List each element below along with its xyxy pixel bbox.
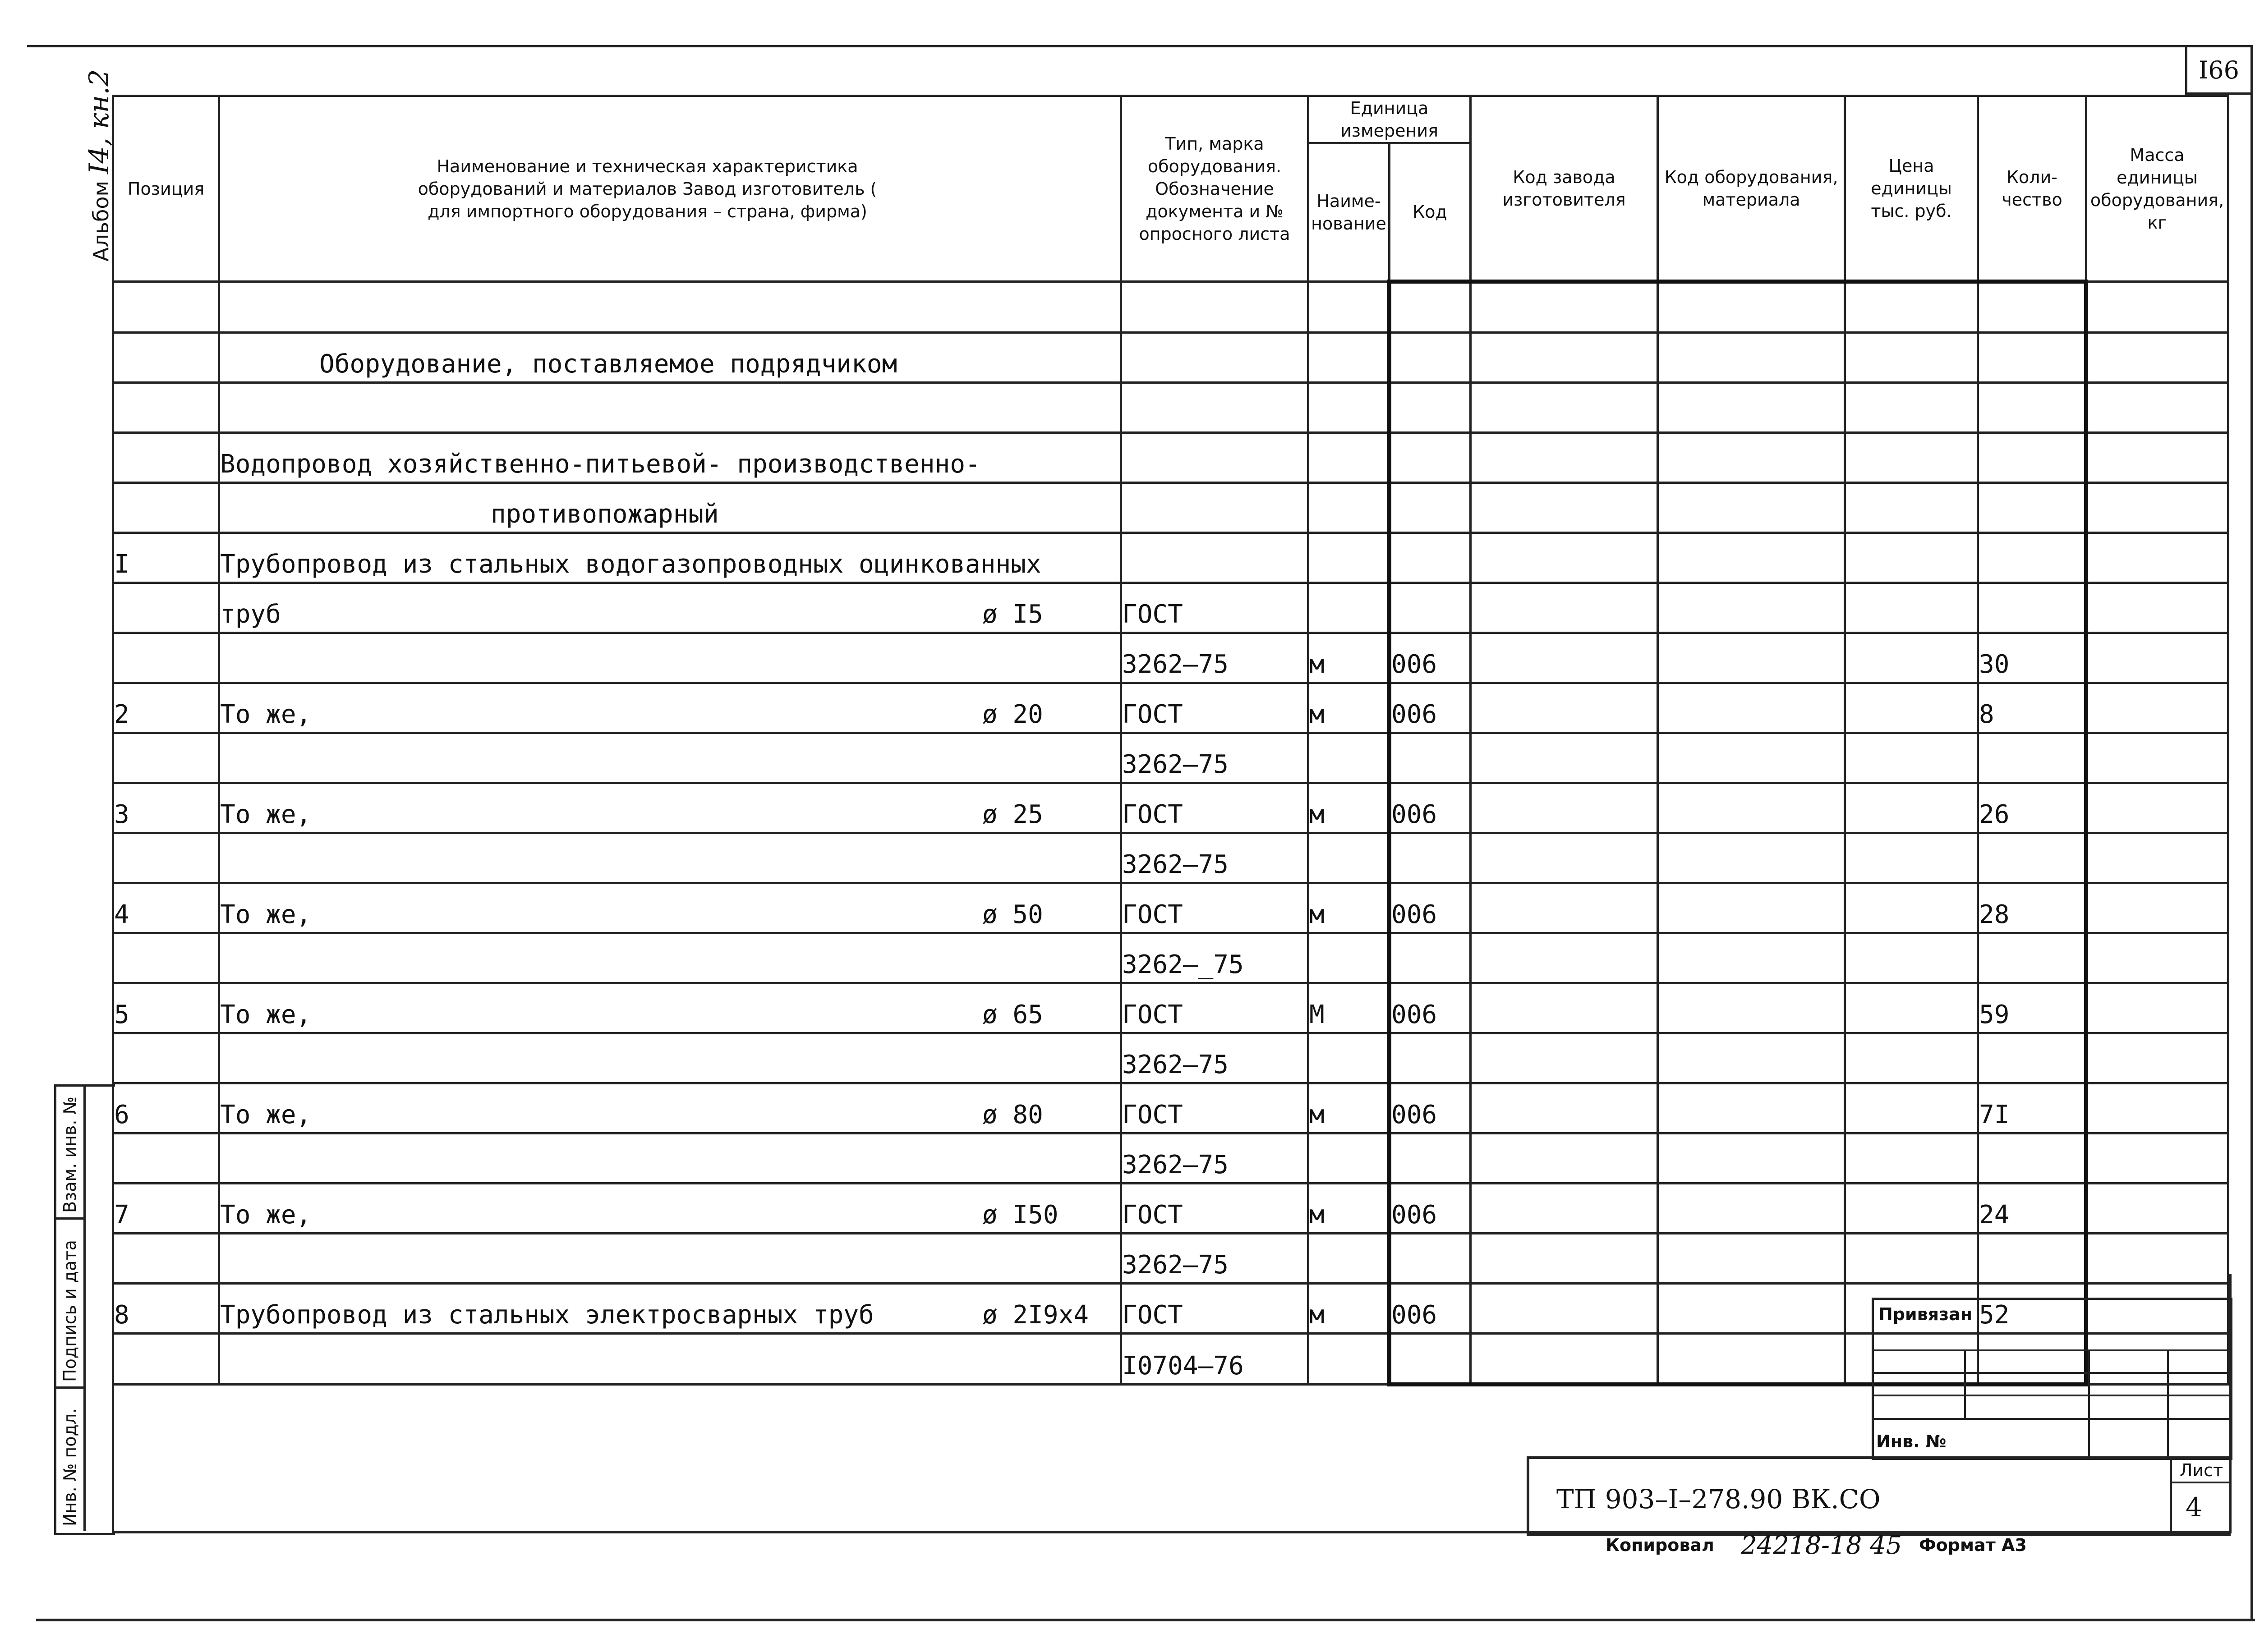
header-price: Цена единицы тыс. руб. xyxy=(1845,96,1978,282)
row-quantity xyxy=(1978,433,2086,483)
row-name xyxy=(219,282,1121,333)
row-mass xyxy=(2086,583,2228,633)
row-type: 3262–75 xyxy=(1121,633,1308,683)
row-factory-code xyxy=(1471,1184,1658,1234)
row-diameter: ø I5 xyxy=(982,600,1043,629)
row-equipment-code xyxy=(1658,1083,1845,1133)
row-factory-code xyxy=(1471,1033,1658,1083)
row-quantity: 59 xyxy=(1978,983,2086,1033)
header-factory-code: Код завода изготовителя xyxy=(1471,96,1658,282)
row-unit-code xyxy=(1390,533,1471,583)
row-mass xyxy=(2086,383,2228,433)
row-name xyxy=(219,783,1121,833)
row-unit xyxy=(1308,1133,1390,1184)
row-position: 8 xyxy=(113,1284,219,1334)
row-equipment-code xyxy=(1658,1033,1845,1083)
row-diameter: ø 50 xyxy=(982,900,1043,929)
inv-caption: Инв. № xyxy=(1876,1432,1947,1451)
row-factory-code xyxy=(1471,282,1658,333)
row-unit xyxy=(1308,433,1390,483)
table-row xyxy=(113,282,2228,333)
row-unit xyxy=(1308,1033,1390,1083)
row-mass xyxy=(2086,883,2228,933)
row-type: ГОСТ xyxy=(1121,1083,1308,1133)
row-diameter: ø I50 xyxy=(982,1200,1058,1230)
specification-table xyxy=(112,95,2229,1386)
side-cell-inv-orig xyxy=(56,1389,86,1531)
row-unit-code xyxy=(1390,333,1471,383)
row-diameter: ø 2I9x4 xyxy=(982,1300,1089,1330)
row-quantity xyxy=(1978,282,2086,333)
row-equipment-code xyxy=(1658,733,1845,783)
table-row xyxy=(113,483,2228,533)
row-name xyxy=(219,833,1121,883)
row-factory-code xyxy=(1471,833,1658,883)
row-type: 3262–75 xyxy=(1121,733,1308,783)
row-position xyxy=(113,282,219,333)
row-position xyxy=(113,333,219,383)
row-equipment-code xyxy=(1658,783,1845,833)
side-label-swap-inv: Взам. инв. № xyxy=(60,1096,80,1213)
row-type: ГОСТ xyxy=(1121,883,1308,933)
row-equipment-code xyxy=(1658,633,1845,683)
row-position: 6 xyxy=(113,1083,219,1133)
row-unit-code xyxy=(1390,1033,1471,1083)
row-factory-code xyxy=(1471,383,1658,433)
row-position xyxy=(113,633,219,683)
row-factory-code xyxy=(1471,1083,1658,1133)
row-position xyxy=(113,433,219,483)
row-type: ГОСТ xyxy=(1121,583,1308,633)
row-mass xyxy=(2086,1033,2228,1083)
row-unit-code: 006 xyxy=(1390,783,1471,833)
row-name xyxy=(219,333,1121,383)
row-price xyxy=(1845,1184,1978,1234)
row-unit-code xyxy=(1390,433,1471,483)
row-mass xyxy=(2086,433,2228,483)
row-type: ГОСТ xyxy=(1121,983,1308,1033)
row-type: ГОСТ xyxy=(1121,1284,1308,1334)
row-equipment-code xyxy=(1658,533,1845,583)
header-unit-name: Наиме- нование xyxy=(1308,143,1390,282)
row-unit: М xyxy=(1308,983,1390,1033)
row-unit: м xyxy=(1308,1284,1390,1334)
row-name xyxy=(219,1184,1121,1234)
row-mass xyxy=(2086,1083,2228,1133)
row-diameter: ø 80 xyxy=(982,1100,1043,1129)
row-unit: м xyxy=(1308,1083,1390,1133)
row-equipment-code xyxy=(1658,1184,1845,1234)
table-row xyxy=(113,1133,2228,1184)
row-name xyxy=(219,533,1121,583)
row-position xyxy=(113,383,219,433)
row-position: 3 xyxy=(113,783,219,833)
row-equipment-code xyxy=(1658,683,1845,733)
row-unit xyxy=(1308,383,1390,433)
row-position xyxy=(113,933,219,983)
row-unit xyxy=(1308,733,1390,783)
table-row xyxy=(113,633,2228,683)
row-quantity xyxy=(1978,583,2086,633)
album-word: Альбом xyxy=(89,180,113,262)
row-type: ГОСТ xyxy=(1121,1184,1308,1234)
table-row xyxy=(113,583,2228,633)
header-type: Тип, марка оборудования. Обозначение документа и № опросного листа xyxy=(1121,96,1308,282)
row-mass xyxy=(2086,1184,2228,1234)
side-cell-sign-date xyxy=(56,1220,86,1389)
row-equipment-code xyxy=(1658,833,1845,883)
row-position: 2 xyxy=(113,683,219,733)
stamp-line xyxy=(1874,1395,2230,1396)
row-unit xyxy=(1308,483,1390,533)
bound-caption: Привязан xyxy=(1878,1304,1973,1324)
row-name xyxy=(219,1133,1121,1184)
row-type: 3262–75 xyxy=(1121,1133,1308,1184)
row-name xyxy=(219,683,1121,733)
row-position xyxy=(113,1133,219,1184)
header-mass: Масса единицы оборудования, кг xyxy=(2086,96,2228,282)
copied-label: Копировал xyxy=(1606,1535,1714,1555)
row-mass xyxy=(2086,783,2228,833)
table-row xyxy=(113,933,2228,983)
row-equipment-code xyxy=(1658,583,1845,633)
row-price xyxy=(1845,733,1978,783)
row-unit-code xyxy=(1390,933,1471,983)
stamp-line xyxy=(1874,1349,2230,1351)
row-unit-code: 006 xyxy=(1390,633,1471,683)
row-equipment-code xyxy=(1658,333,1845,383)
stamp-line xyxy=(2167,1349,2169,1458)
row-mass xyxy=(2086,533,2228,583)
row-type: 3262–_75 xyxy=(1121,933,1308,983)
row-price xyxy=(1845,883,1978,933)
row-factory-code xyxy=(1471,733,1658,783)
row-unit: м xyxy=(1308,883,1390,933)
row-mass xyxy=(2086,983,2228,1033)
row-position: I xyxy=(113,533,219,583)
row-quantity xyxy=(1978,483,2086,533)
row-mass xyxy=(2086,333,2228,383)
row-name xyxy=(219,1083,1121,1133)
row-mass xyxy=(2086,633,2228,683)
row-position xyxy=(113,483,219,533)
row-quantity xyxy=(1978,1033,2086,1083)
table-row xyxy=(113,683,2228,733)
row-price xyxy=(1845,633,1978,683)
row-name xyxy=(219,433,1121,483)
row-price xyxy=(1845,483,1978,533)
row-diameter: ø 20 xyxy=(982,700,1043,729)
sheet-value: 4 xyxy=(2170,1483,2228,1531)
row-type xyxy=(1121,433,1308,483)
row-name xyxy=(219,983,1121,1033)
table-row xyxy=(113,383,2228,433)
row-unit-code xyxy=(1390,733,1471,783)
table-row xyxy=(113,833,2228,883)
row-unit-code: 006 xyxy=(1390,983,1471,1033)
row-unit-code xyxy=(1390,483,1471,533)
table-row xyxy=(113,433,2228,483)
row-type: 3262–75 xyxy=(1121,1033,1308,1083)
row-unit: м xyxy=(1308,1184,1390,1234)
row-equipment-code xyxy=(1658,282,1845,333)
row-name-text: Водопровод хозяйственно-питьевой- производственно- xyxy=(220,450,980,479)
table-row xyxy=(113,733,2228,783)
row-name-text: То же, xyxy=(220,1100,312,1129)
frame-bottom-line xyxy=(36,1619,2255,1621)
row-unit-code: 006 xyxy=(1390,1083,1471,1133)
row-factory-code xyxy=(1471,633,1658,683)
row-equipment-code xyxy=(1658,383,1845,433)
row-position: 7 xyxy=(113,1184,219,1234)
row-price xyxy=(1845,282,1978,333)
row-price xyxy=(1845,833,1978,883)
row-position xyxy=(113,583,219,633)
row-name xyxy=(219,483,1121,533)
row-name xyxy=(219,633,1121,683)
album-handwritten: I4, кн.2 xyxy=(83,69,115,174)
table-row xyxy=(113,983,2228,1033)
row-name-text: Оборудование, поставляемое подрядчиком xyxy=(319,349,897,379)
row-unit-code: 006 xyxy=(1390,1184,1471,1234)
row-type: 3262–75 xyxy=(1121,833,1308,883)
stamp-line xyxy=(1874,1372,2230,1374)
table-row xyxy=(113,1184,2228,1234)
row-mass xyxy=(2086,933,2228,983)
row-factory-code xyxy=(1471,533,1658,583)
table-row xyxy=(113,1033,2228,1083)
row-price xyxy=(1845,383,1978,433)
row-unit-code: 006 xyxy=(1390,1284,1471,1334)
row-equipment-code xyxy=(1658,1133,1845,1184)
row-factory-code xyxy=(1471,883,1658,933)
row-unit-code xyxy=(1390,583,1471,633)
side-cell-swap-inv xyxy=(56,1087,86,1220)
row-quantity: 7I xyxy=(1978,1083,2086,1133)
stamp-line xyxy=(1874,1418,2230,1420)
row-name xyxy=(219,733,1121,783)
row-type xyxy=(1121,383,1308,433)
row-position: 4 xyxy=(113,883,219,933)
row-quantity xyxy=(1978,733,2086,783)
row-type: ГОСТ xyxy=(1121,683,1308,733)
row-equipment-code xyxy=(1658,433,1845,483)
table-row xyxy=(113,533,2228,583)
row-quantity xyxy=(1978,333,2086,383)
row-price xyxy=(1845,933,1978,983)
row-position xyxy=(113,733,219,783)
row-name xyxy=(219,933,1121,983)
row-position xyxy=(113,1033,219,1083)
side-stamp xyxy=(54,1084,115,1535)
side-label-inv-orig: Инв. № подл. xyxy=(60,1408,80,1526)
row-price xyxy=(1845,983,1978,1033)
row-unit-code xyxy=(1390,383,1471,433)
row-position: 5 xyxy=(113,983,219,1033)
row-mass xyxy=(2086,282,2228,333)
row-type xyxy=(1121,533,1308,583)
row-type xyxy=(1121,282,1308,333)
row-unit xyxy=(1308,933,1390,983)
row-unit xyxy=(1308,533,1390,583)
row-price xyxy=(1845,1133,1978,1184)
document-code: ТП 903–I–278.90 ВК.СО xyxy=(1556,1484,1881,1514)
row-unit xyxy=(1308,333,1390,383)
row-name-text: То же, xyxy=(220,1200,312,1230)
row-factory-code xyxy=(1471,583,1658,633)
header-quantity: Коли- чество xyxy=(1978,96,2086,282)
row-unit xyxy=(1308,282,1390,333)
row-type: ГОСТ xyxy=(1121,783,1308,833)
table-row xyxy=(113,1083,2228,1133)
row-quantity: 8 xyxy=(1978,683,2086,733)
row-factory-code xyxy=(1471,783,1658,833)
row-name-text: Трубопровод из стальных электросварных труб xyxy=(220,1300,874,1330)
row-name xyxy=(219,583,1121,633)
frame-right-line xyxy=(2250,45,2253,1619)
row-factory-code xyxy=(1471,333,1658,383)
row-mass xyxy=(2086,833,2228,883)
row-diameter: ø 65 xyxy=(982,1000,1043,1029)
row-name-text: То же, xyxy=(220,1000,312,1029)
album-label xyxy=(83,69,115,262)
row-position xyxy=(113,833,219,883)
row-name xyxy=(219,383,1121,433)
row-mass xyxy=(2086,483,2228,533)
row-unit xyxy=(1308,583,1390,633)
row-quantity xyxy=(1978,533,2086,583)
row-unit-code xyxy=(1390,833,1471,883)
format-label: Формат А3 xyxy=(1919,1535,2027,1555)
row-unit: м xyxy=(1308,683,1390,733)
header-unit-group: Единица измерения xyxy=(1308,96,1471,143)
copied-handwritten: 24218-18 45 xyxy=(1741,1531,1902,1560)
row-quantity: 52 xyxy=(1978,1284,2086,1334)
row-equipment-code xyxy=(1658,483,1845,533)
row-equipment-code xyxy=(1658,883,1845,933)
row-name-text: труб xyxy=(220,600,281,629)
row-type: 3262–75 xyxy=(1121,1234,1308,1284)
table-row xyxy=(113,783,2228,833)
row-name-text: То же, xyxy=(220,700,312,729)
frame-top-line xyxy=(27,45,2250,47)
row-name xyxy=(219,1033,1121,1083)
sheet-number: I66 xyxy=(2185,47,2250,95)
row-price xyxy=(1845,583,1978,633)
row-name-text: То же, xyxy=(220,800,312,829)
row-unit: м xyxy=(1308,783,1390,833)
row-factory-code xyxy=(1471,683,1658,733)
row-price xyxy=(1845,783,1978,833)
row-factory-code xyxy=(1471,433,1658,483)
row-factory-code xyxy=(1471,933,1658,983)
row-quantity xyxy=(1978,1133,2086,1184)
row-quantity xyxy=(1978,833,2086,883)
row-quantity: 24 xyxy=(1978,1184,2086,1234)
row-quantity: 26 xyxy=(1978,783,2086,833)
table-row xyxy=(113,333,2228,383)
side-label-sign-date: Подпись и дата xyxy=(60,1240,80,1382)
row-price xyxy=(1845,533,1978,583)
row-type xyxy=(1121,483,1308,533)
row-price xyxy=(1845,333,1978,383)
row-quantity: 28 xyxy=(1978,883,2086,933)
row-unit-code xyxy=(1390,282,1471,333)
row-factory-code xyxy=(1471,983,1658,1033)
row-unit-code xyxy=(1390,1133,1471,1184)
title-block xyxy=(1527,1456,2231,1536)
row-unit-code: 006 xyxy=(1390,683,1471,733)
row-factory-code xyxy=(1471,483,1658,533)
row-mass xyxy=(2086,683,2228,733)
row-price xyxy=(1845,433,1978,483)
row-equipment-code xyxy=(1658,933,1845,983)
sheet-caption: Лист xyxy=(2170,1459,2231,1483)
row-unit: м xyxy=(1308,633,1390,683)
row-name-text: Трубопровод из стальных водогазопроводных оцинкованных xyxy=(220,550,1041,579)
header-position: Позиция xyxy=(113,96,219,282)
row-name-text: противопожарный xyxy=(491,500,719,529)
row-unit xyxy=(1308,833,1390,883)
row-type xyxy=(1121,333,1308,383)
row-factory-code xyxy=(1471,1133,1658,1184)
row-mass xyxy=(2086,733,2228,783)
header-equipment-code: Код оборудования, материала xyxy=(1658,96,1845,282)
row-price xyxy=(1845,1083,1978,1133)
header-unit-code: Код xyxy=(1390,143,1471,282)
row-mass xyxy=(2086,1133,2228,1184)
row-type: I0704–76 xyxy=(1121,1334,1308,1385)
header-name: Наименование и техническая характеристика оборудований и материалов Завод изготовитель ( для импортного оборудования – страна, фирма) xyxy=(219,96,1121,282)
row-quantity xyxy=(1978,383,2086,433)
row-diameter: ø 25 xyxy=(982,800,1043,829)
row-equipment-code xyxy=(1658,983,1845,1033)
row-price xyxy=(1845,683,1978,733)
row-name xyxy=(219,883,1121,933)
table-row xyxy=(113,883,2228,933)
row-name-text: То же, xyxy=(220,900,312,929)
stamp-line xyxy=(1964,1349,1966,1418)
row-quantity: 30 xyxy=(1978,633,2086,683)
row-unit-code: 006 xyxy=(1390,883,1471,933)
row-price xyxy=(1845,1033,1978,1083)
stamp-line xyxy=(2088,1349,2090,1458)
row-quantity xyxy=(1978,933,2086,983)
